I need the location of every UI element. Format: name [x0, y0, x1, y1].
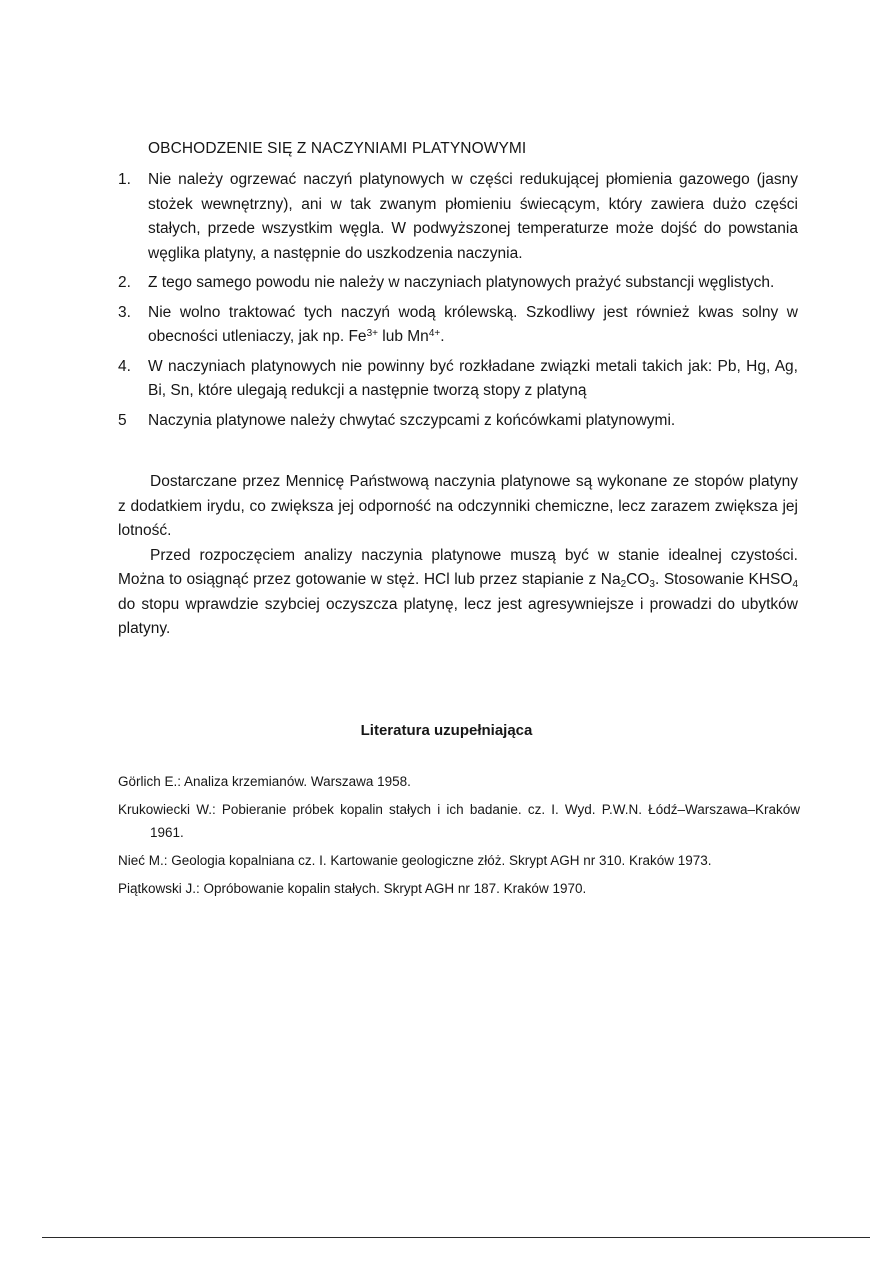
rule-text-part: .	[440, 328, 445, 345]
rule-item	[118, 355, 798, 404]
rule-text-part: lub Mn	[377, 328, 429, 345]
subscript: 3	[649, 579, 655, 590]
superscript-charge: 4+	[428, 328, 441, 339]
paragraph: Dostarczane przez Mennicę Państwową naczynia platynowe są wykonane ze stopów platyny z dodatkiem irydu, co zwiększa jej odporność na odczynniki chemiczne, lecz zarazem zwiększa jej lotność.	[118, 473, 798, 539]
body-text	[118, 470, 798, 642]
reference-item: Görlich E.: Analiza krzemianów. Warszawa 1958.	[118, 774, 411, 789]
rule-text: Nie należy ogrzewać naczyń platynowych w części redukującej płomienia gazowego (jasny stożek wewnętrzny), ani w tak zwanym płomieniu świecącym, który zawiera dużo części stałych, przede wszystkim węgla. W podwyższonej temperaturze może dojść do powstania węglika platyny, a następnie do uszkodzenia naczynia.	[148, 171, 798, 262]
literature-heading: Literatura uzupełniająca	[360, 722, 533, 739]
subscript: 4	[792, 579, 798, 590]
subscript: 2	[620, 579, 627, 590]
rule-text: Z tego samego powodu nie należy w naczyniach platynowych prażyć substancji węglistych.	[148, 274, 775, 291]
rule-number: 2.	[118, 274, 131, 291]
rule-text: Naczynia platynowe należy chwytać szczypcami z końcówkami platynowymi.	[148, 411, 676, 429]
page-bottom-rule	[42, 1237, 870, 1238]
reference-list	[118, 770, 800, 905]
reference-item: Piątkowski J.: Opróbowanie kopalin stałych. Skrypt AGH nr 187. Kraków 1970.	[118, 881, 587, 896]
section-heading: OBCHODZENIE SIĘ Z NACZYNIAMI PLATYNOWYMI	[148, 140, 527, 157]
paragraph-part: do stopu wprawdzie szybciej oczyszcza platynę, lecz jest agresywniejsze i prowadzi do ubytków platyny.	[118, 595, 798, 637]
rule-item	[118, 271, 798, 296]
rules-list	[118, 168, 798, 438]
rule-item	[118, 168, 798, 266]
paragraph	[118, 544, 798, 642]
rule-text	[148, 304, 798, 346]
rule-number: 1.	[118, 171, 131, 188]
paragraph-part: . Stosowanie KHSO	[654, 571, 793, 588]
reference-item: Krukowiecki W.: Pobieranie próbek kopalin stałych i ich badanie. cz. I. Wyd. P.W.N. Łódź–Warszawa–Kraków 1961.	[118, 802, 800, 840]
rule-number: 5	[118, 411, 127, 429]
reference-item: Nieć M.: Geologia kopalniana cz. I. Kartowanie geologiczne złóż. Skrypt AGH nr 310. Kraków 1973.	[118, 853, 712, 868]
rule-text: W naczyniach platynowych nie powinny być rozkładane związki metali takich jak: Pb, Hg, Ag, Bi, Sn, które ulegają redukcji a następnie tworzą stopy z platyną	[148, 357, 798, 399]
rule-number: 4.	[118, 357, 131, 375]
rule-number: 3.	[118, 303, 131, 321]
rule-item	[118, 301, 798, 350]
superscript-charge: 3+	[366, 328, 378, 339]
rule-item	[118, 409, 798, 434]
paragraph-part: Przed rozpoczęciem analizy naczynia platynowe muszą być w stanie idealnej czystości. Można to osiągnąć przez gotowanie w stęż. HCl lub przez stapianie z Na	[118, 546, 798, 588]
rule-text-part: Nie wolno traktować tych naczyń wodą królewską. Szkodliwy jest również kwas solny w obecności utleniaczy, jak np. Fe	[148, 303, 798, 345]
paragraph-part: CO	[626, 571, 650, 588]
